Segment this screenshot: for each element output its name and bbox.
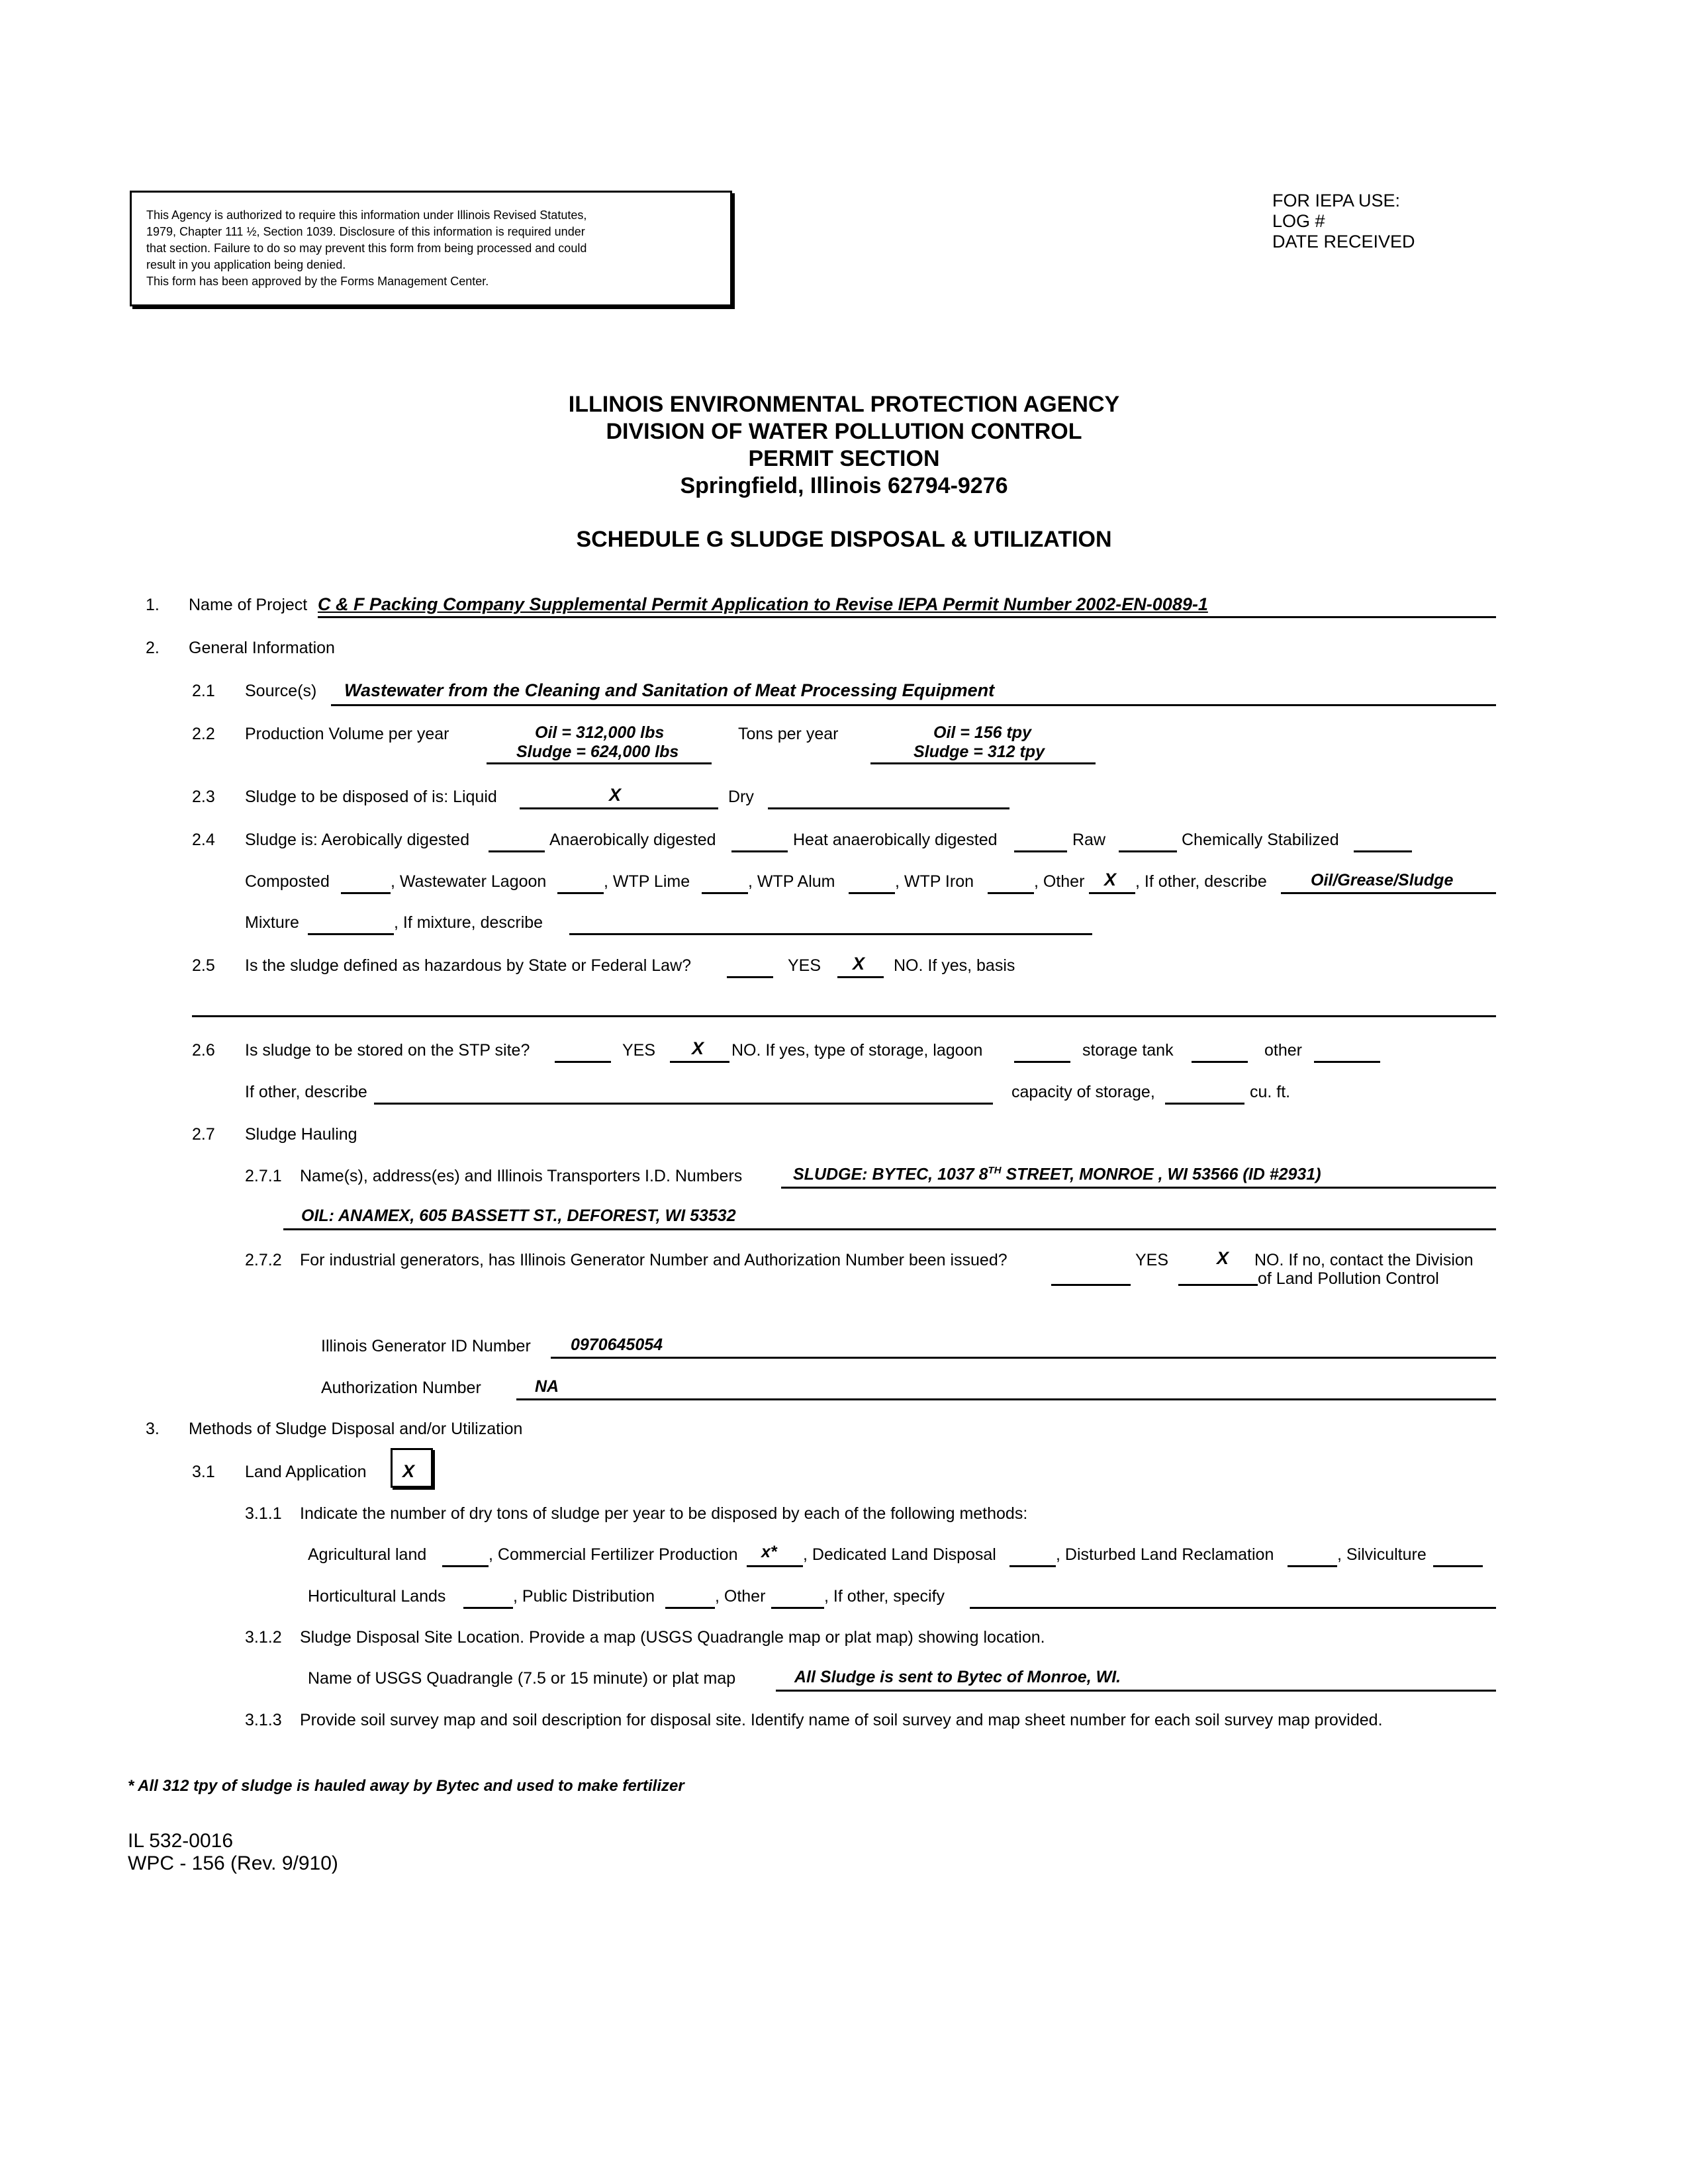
- aerobic-line[interactable]: [489, 850, 545, 852]
- disturbed-land-label: , Disturbed Land Reclamation: [1056, 1545, 1274, 1564]
- volume-oil-field[interactable]: Oil = 312,000 lbs: [535, 723, 665, 742]
- capacity-label: capacity of storage,: [1011, 1083, 1155, 1101]
- sludge-transporter-text: SLUDGE: BYTEC, 1037 8: [793, 1165, 988, 1184]
- project-name-field[interactable]: C & F Packing Company Supplemental Permit Application to Revise IEPA Permit Number 2002-EN-0089-1: [318, 594, 1208, 614]
- horticultural-line[interactable]: [463, 1607, 513, 1609]
- project-name-line: [318, 616, 1496, 618]
- item-number: 2.7: [192, 1125, 215, 1144]
- dry-tons-instruction: Indicate the number of dry tons of sludge per year to be disposed by each of the following methods:: [300, 1504, 1028, 1523]
- volume-sludge-field[interactable]: Sludge = 624,000 lbs: [516, 743, 679, 761]
- usgs-quadrangle-line: [776, 1690, 1496, 1692]
- hazardous-no-mark[interactable]: X: [853, 954, 865, 974]
- sources-line: [331, 704, 1496, 706]
- stored-no-label: NO. If yes, type of storage, lagoon: [731, 1041, 983, 1060]
- wtp-lime-label: , WTP Lime: [604, 872, 690, 891]
- form-title: SCHEDULE G SLUDGE DISPOSAL & UTILIZATION: [576, 527, 1112, 552]
- wtp-alum-line[interactable]: [849, 892, 895, 894]
- hazardous-basis-line[interactable]: [192, 1015, 1496, 1017]
- disturbed-land-line[interactable]: [1288, 1565, 1337, 1567]
- generator-yes-label: YES: [1135, 1251, 1169, 1269]
- stored-no-mark[interactable]: X: [692, 1038, 704, 1058]
- if-other-specify-label: , If other, specify: [824, 1587, 945, 1606]
- land-application-mark: X: [402, 1461, 415, 1481]
- date-received-label: DATE RECEIVED: [1272, 232, 1415, 251]
- notice-line: result in you application being denied.: [146, 258, 346, 271]
- mixture-describe-label: , If mixture, describe: [394, 913, 543, 932]
- hazardous-yes-label: YES: [788, 956, 821, 975]
- form-number: IL 532-0016: [128, 1830, 234, 1852]
- general-info-heading: General Information: [189, 639, 335, 657]
- authority-notice-box: [130, 191, 732, 306]
- mixture-label: Mixture: [245, 913, 299, 932]
- item-number: 2.: [146, 639, 160, 657]
- public-distribution-label: , Public Distribution: [513, 1587, 655, 1606]
- land-application-label: Land Application: [245, 1463, 367, 1481]
- authorization-label: Authorization Number: [321, 1379, 481, 1397]
- methods-heading: Methods of Sludge Disposal and/or Utilization: [189, 1420, 523, 1438]
- generator-yes-line[interactable]: [1051, 1284, 1131, 1286]
- mixture-line[interactable]: [308, 933, 394, 935]
- composted-label: Composted: [245, 872, 330, 891]
- iepa-use-title: FOR IEPA USE:: [1272, 191, 1401, 210]
- notice-line: This form has been approved by the Forms Management Center.: [146, 275, 489, 288]
- chem-stabilized-label: Chemically Stabilized: [1182, 831, 1339, 849]
- other-line: [1089, 892, 1135, 894]
- transporters-label: Name(s), address(es) and Illinois Transporters I.D. Numbers: [300, 1167, 743, 1185]
- storage-tank-label: storage tank: [1082, 1041, 1174, 1060]
- item-number: 2.3: [192, 788, 215, 806]
- generator-question-label: For industrial generators, has Illinois Generator Number and Authorization Number been issued?: [300, 1251, 1008, 1269]
- hazardous-no-line: [837, 976, 884, 978]
- capacity-line[interactable]: [1165, 1103, 1244, 1105]
- mixture-describe-line[interactable]: [569, 933, 1092, 935]
- item-number: 3.1.3: [245, 1711, 282, 1729]
- other-storage-label: other: [1264, 1041, 1302, 1060]
- item-number: 3.: [146, 1420, 160, 1438]
- item-number: 2.2: [192, 725, 215, 743]
- sludge-transporter-field[interactable]: [793, 1165, 1321, 1184]
- wtp-lime-line[interactable]: [702, 892, 748, 894]
- generator-id-field[interactable]: 0970645054: [571, 1336, 663, 1354]
- commercial-fertilizer-mark[interactable]: x*: [761, 1543, 777, 1561]
- usgs-quadrangle-label: Name of USGS Quadrangle (7.5 or 15 minute) or plat map: [308, 1669, 736, 1688]
- item-number: 3.1.2: [245, 1628, 282, 1647]
- wtp-iron-line[interactable]: [988, 892, 1034, 894]
- authorization-line: [516, 1398, 1496, 1400]
- usgs-quadrangle-field[interactable]: All Sludge is sent to Bytec of Monroe, WI.: [794, 1668, 1121, 1686]
- generator-no-mark[interactable]: X: [1217, 1248, 1229, 1268]
- hazardous-yes-line[interactable]: [727, 976, 773, 978]
- sludge-transporter-text: STREET, MONROE , WI 53566 (ID #2931): [1001, 1165, 1321, 1184]
- project-name-label: Name of Project: [189, 596, 308, 614]
- sources-field[interactable]: Wastewater from the Cleaning and Sanitation of Meat Processing Equipment: [344, 680, 995, 700]
- cuft-label: cu. ft.: [1250, 1083, 1291, 1101]
- item-number: 2.5: [192, 956, 215, 975]
- permit-section: PERMIT SECTION: [748, 446, 940, 471]
- stored-no-line: [670, 1061, 729, 1063]
- lagoon-label: , Wastewater Lagoon: [391, 872, 547, 891]
- public-distribution-line[interactable]: [665, 1607, 715, 1609]
- hazardous-label: Is the sludge defined as hazardous by State or Federal Law?: [245, 956, 692, 975]
- other-storage-line[interactable]: [1314, 1061, 1380, 1063]
- sludge-transporter-line: [781, 1187, 1496, 1189]
- heat-anaerobic-line[interactable]: [1014, 850, 1067, 852]
- anaerobic-line[interactable]: [731, 850, 788, 852]
- iepa-use-block: [1272, 191, 1415, 252]
- raw-line[interactable]: [1119, 850, 1177, 852]
- tons-per-year-label: Tons per year: [738, 725, 839, 743]
- item-number: 2.7.2: [245, 1251, 282, 1269]
- liquid-mark[interactable]: X: [609, 785, 622, 805]
- aerobic-label: Sludge is: Aerobically digested: [245, 831, 470, 849]
- agency-address: Springfield, Illinois 62794-9276: [680, 473, 1008, 498]
- chem-stabilized-line[interactable]: [1354, 850, 1412, 852]
- notice-line: that section. Failure to do so may prevent this form from being processed and could: [146, 242, 587, 255]
- commercial-fertilizer-label: , Commercial Fertilizer Production: [489, 1545, 738, 1564]
- if-other-describe-label: , If other, describe: [1135, 872, 1267, 891]
- other-describe-field[interactable]: Oil/Grease/Sludge: [1311, 871, 1454, 889]
- item-number: 3.1: [192, 1463, 215, 1481]
- composted-line[interactable]: [341, 892, 391, 894]
- production-volume-label: Production Volume per year: [245, 725, 449, 743]
- authorization-field[interactable]: NA: [535, 1377, 559, 1396]
- division-name: DIVISION OF WATER POLLUTION CONTROL: [606, 419, 1082, 444]
- silviculture-label: , Silviculture: [1337, 1545, 1427, 1564]
- hazardous-no-label: NO. If yes, basis: [894, 956, 1015, 975]
- lagoon-line[interactable]: [557, 892, 604, 894]
- liquid-label: Sludge to be disposed of is: Liquid: [245, 788, 497, 806]
- item-number: 2.4: [192, 831, 215, 849]
- item-number: 1.: [146, 596, 160, 614]
- dedicated-land-label: , Dedicated Land Disposal: [803, 1545, 996, 1564]
- oil-transporter-line: [283, 1228, 1496, 1230]
- generator-id-label: Illinois Generator ID Number: [321, 1337, 531, 1355]
- other-mark[interactable]: X: [1104, 870, 1117, 889]
- form-id-block: [128, 1830, 338, 1875]
- other-describe-line: [1281, 892, 1496, 894]
- silviculture-line[interactable]: [1433, 1565, 1483, 1567]
- site-location-label: Sludge Disposal Site Location. Provide a map (USGS Quadrangle map or plat map) showing location.: [300, 1628, 1045, 1647]
- footnote: * All 312 tpy of sludge is hauled away by Bytec and used to make fertilizer: [128, 1777, 684, 1795]
- item-number: 2.7.1: [245, 1167, 282, 1185]
- log-number-label: LOG #: [1272, 211, 1325, 231]
- form-revision: WPC - 156 (Rev. 9/910): [128, 1852, 338, 1874]
- other-label: , Other: [1034, 872, 1085, 891]
- horticultural-label: Horticultural Lands: [308, 1587, 446, 1606]
- agricultural-line[interactable]: [442, 1565, 489, 1567]
- heat-anaerobic-label: Heat anaerobically digested: [793, 831, 998, 849]
- soil-survey-label: Provide soil survey map and soil description for disposal site. Identify name of soil survey and map sheet number for each soil survey map provided.: [300, 1711, 1383, 1729]
- notice-line: 1979, Chapter 111 ½, Section 1039. Disclosure of this information is required under: [146, 225, 585, 238]
- stored-yes-line[interactable]: [555, 1061, 611, 1063]
- dedicated-land-line[interactable]: [1009, 1565, 1056, 1567]
- generator-no-label-2: of Land Pollution Control: [1258, 1269, 1439, 1288]
- sources-label: Source(s): [245, 682, 317, 700]
- agency-name: ILLINOIS ENVIRONMENTAL PROTECTION AGENCY: [568, 392, 1120, 417]
- generator-no-line: [1178, 1284, 1258, 1286]
- wtp-alum-label: , WTP Alum: [748, 872, 835, 891]
- item-number: 3.1.1: [245, 1504, 282, 1523]
- notice-line: This Agency is authorized to require this information under Illinois Revised Statutes,: [146, 208, 587, 222]
- item-number: 2.1: [192, 682, 215, 700]
- storage-describe-line[interactable]: [374, 1103, 993, 1105]
- other-method-label: , Other: [715, 1587, 766, 1606]
- generator-id-line: [551, 1357, 1496, 1359]
- tons-line: [870, 762, 1096, 764]
- stored-yes-label: YES: [622, 1041, 656, 1060]
- volume-line: [487, 762, 712, 764]
- dry-line[interactable]: [768, 807, 1009, 809]
- oil-transporter-field[interactable]: OIL: ANAMEX, 605 BASSETT ST., DEFOREST, WI 53532: [301, 1206, 736, 1225]
- generator-no-label: NO. If no, contact the Division: [1254, 1251, 1474, 1269]
- agricultural-label: Agricultural land: [308, 1545, 427, 1564]
- sludge-transporter-sup: TH: [988, 1165, 1002, 1176]
- raw-label: Raw: [1072, 831, 1106, 849]
- anaerobic-label: Anaerobically digested: [549, 831, 716, 849]
- dry-label: Dry: [728, 788, 754, 806]
- tons-sludge-field[interactable]: Sludge = 312 tpy: [914, 743, 1045, 761]
- tons-oil-field[interactable]: Oil = 156 tpy: [933, 723, 1031, 742]
- if-other-describe-label: If other, describe: [245, 1083, 367, 1101]
- wtp-iron-label: , WTP Iron: [895, 872, 974, 891]
- other-specify-line[interactable]: [970, 1607, 1496, 1609]
- item-number: 2.6: [192, 1041, 215, 1060]
- lagoon-storage-line[interactable]: [1014, 1061, 1070, 1063]
- commercial-fertilizer-line: [747, 1565, 803, 1567]
- stored-label: Is sludge to be stored on the STP site?: [245, 1041, 530, 1060]
- other-method-line[interactable]: [771, 1607, 824, 1609]
- sludge-hauling-heading: Sludge Hauling: [245, 1125, 357, 1144]
- liquid-line: [520, 807, 718, 809]
- storage-tank-line[interactable]: [1192, 1061, 1248, 1063]
